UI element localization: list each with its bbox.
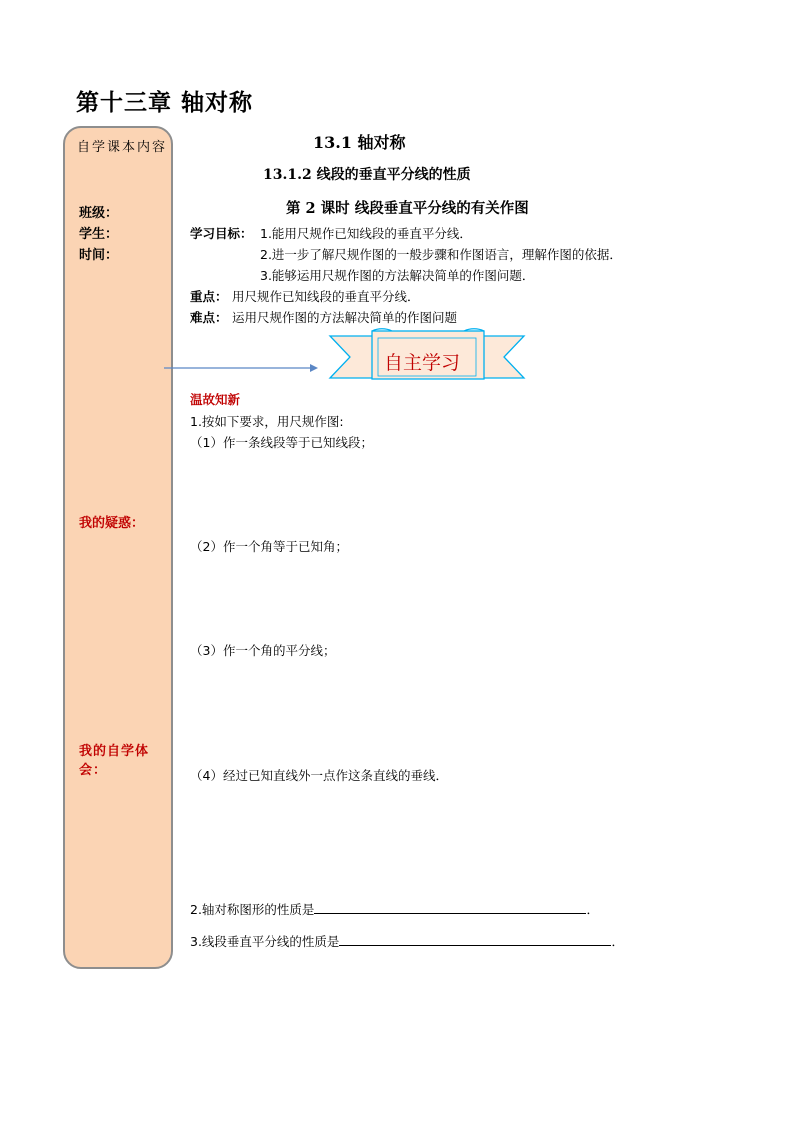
task-item: （3）作一个角的平分线； xyxy=(190,643,336,658)
question-2 xyxy=(190,900,599,918)
answer-blank-3[interactable] xyxy=(339,933,611,946)
task-item: （1）作一条线段等于已知线段； xyxy=(190,435,373,450)
goal-item: 2.进一步了解尺规作图的一般步骤和作图语言，理解作图的依据． xyxy=(260,247,622,262)
question-3-text: 3.线段垂直平分线的性质是 xyxy=(190,934,340,949)
experience-label: 我的自学体会： xyxy=(79,744,150,778)
banner-label: 自主学习 xyxy=(384,352,461,374)
arrow-icon xyxy=(160,360,320,376)
goals-label: 学习目标： xyxy=(190,226,253,241)
question-3 xyxy=(190,932,624,950)
goal-item: 3.能够运用尺规作图的方法解决简单的作图问题． xyxy=(260,268,535,283)
sidebar-header: 自学课本内容 xyxy=(77,140,168,155)
task-item: （2）作一个角等于已知角； xyxy=(190,539,348,554)
key-point-text: 用尺规作已知线段的垂直平分线． xyxy=(232,289,420,304)
lesson-title: 第 2 课时 线段垂直平分线的有关作图 xyxy=(286,200,529,217)
goal-item: 1.能用尺规作已知线段的垂直平分线． xyxy=(260,226,472,241)
end-mark: ． xyxy=(586,902,599,917)
section-title: 13.1 轴对称 xyxy=(313,133,406,152)
end-mark: ． xyxy=(611,934,624,949)
review-intro: 1.按如下要求，用尺规作图: xyxy=(190,414,344,429)
chapter-title: 第十三章 轴对称 xyxy=(76,90,254,116)
time-label: 时间： xyxy=(79,248,119,263)
question-2-text: 2.轴对称图形的性质是 xyxy=(190,902,315,917)
class-label: 班级： xyxy=(79,206,119,221)
student-label: 学生： xyxy=(79,227,119,242)
doubts-label: 我的疑惑： xyxy=(79,516,145,531)
key-point-label: 重点： xyxy=(190,289,228,304)
difficulty-text: 运用尺规作图的方法解决简单的作图问题 xyxy=(232,310,458,325)
section-subtitle: 13.1.2 线段的垂直平分线的性质 xyxy=(263,167,471,183)
sidebar-panel xyxy=(63,126,173,969)
review-heading: 温故知新 xyxy=(190,392,241,407)
task-item: （4）经过已知直线外一点作这条直线的垂线． xyxy=(190,768,448,783)
answer-blank-2[interactable] xyxy=(314,901,586,914)
difficulty-label: 难点： xyxy=(190,310,228,325)
